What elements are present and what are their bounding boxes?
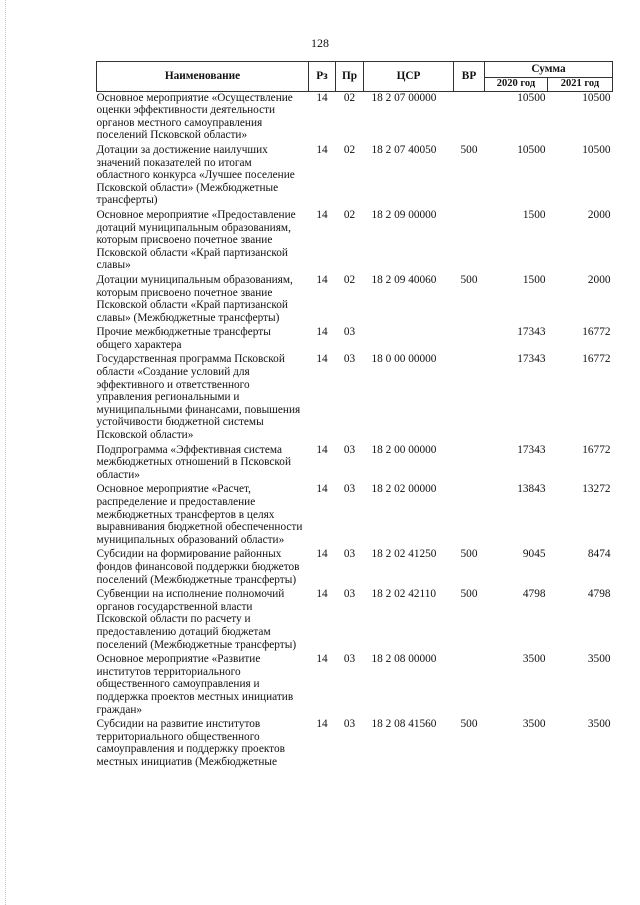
row-amount-2020: 17343: [517, 326, 546, 339]
row-amount-2020: 13843: [517, 483, 546, 496]
row-amount-2021: 2000: [587, 273, 611, 286]
row-rz: 14: [316, 143, 328, 156]
row-name: Подпрограмма «Эффективная система межбюджетных отношений в Псковской области»: [96, 443, 291, 481]
row-amount-2020: 3500: [522, 653, 546, 666]
row-amount-2020: 17343: [517, 443, 546, 456]
row-amount-2021: 16772: [582, 326, 611, 339]
row-rz: 14: [316, 483, 328, 496]
table-row: [97, 353, 613, 443]
row-amount-2021: 10500: [582, 143, 611, 156]
header-year-2021: 2021 год: [548, 78, 613, 92]
row-pr: 03: [343, 718, 356, 731]
row-vr: 500: [460, 548, 478, 561]
row-vr: [454, 483, 485, 548]
table-row: [97, 653, 613, 718]
row-amount-2021: 8474: [587, 548, 611, 561]
row-vr: [454, 444, 485, 484]
table-row: [97, 444, 613, 484]
row-name: Субсидии на формирование районных фондов финансовой поддержки бюджетов поселений (Межбюджетные трансферты): [96, 548, 300, 586]
header-name: Наименование: [97, 62, 309, 92]
row-pr: 03: [343, 653, 356, 666]
row-vr: [454, 326, 485, 353]
table-row: [97, 209, 613, 274]
header-rz: Рз: [309, 62, 336, 92]
row-name: Дотации за достижение наилучших значений показателей по итогам областного конкурса «Лучшее поселение Псковской области» (Межбюджетные трансферты): [96, 143, 295, 207]
row-amount-2021: 16772: [582, 443, 611, 456]
row-csr: 18 2 00 00000: [371, 443, 437, 456]
row-rz: 14: [316, 653, 328, 666]
header-vr: ВР: [454, 62, 485, 92]
row-csr: 18 2 07 40050: [371, 143, 437, 156]
row-csr: [364, 326, 454, 353]
scan-edge: [5, 0, 7, 905]
row-amount-2020: 1500: [522, 273, 546, 286]
row-pr: 02: [343, 143, 356, 156]
row-rz: 14: [316, 273, 328, 286]
row-csr: 18 2 07 00000: [371, 91, 437, 104]
row-name: Основное мероприятие «Развитие институтов территориального общественного самоуправления и поддержка проектов местных инициатив граждан»: [96, 653, 294, 716]
row-name: Дотации муниципальным образованиям, которым присвоено почетное звание Псковской области «Край партизанской славы» (Межбюджетные трансферты): [96, 273, 293, 324]
row-vr: 500: [460, 588, 478, 601]
row-amount-2020: 17343: [517, 353, 546, 366]
row-vr: [454, 209, 485, 274]
row-pr: 03: [343, 353, 356, 366]
row-name: Прочие межбюджетные трансферты общего характера: [96, 326, 271, 351]
row-amount-2020: 3500: [522, 718, 546, 731]
header-csr: ЦСР: [364, 62, 454, 92]
table-row: [97, 274, 613, 326]
row-csr: 18 2 09 40060: [371, 273, 437, 286]
row-vr: 500: [460, 273, 478, 286]
row-rz: 14: [316, 91, 328, 104]
header-sum: Сумма: [485, 62, 613, 78]
row-amount-2021: 2000: [587, 208, 611, 221]
row-amount-2021: 3500: [587, 653, 611, 666]
row-amount-2021: 3500: [587, 718, 611, 731]
row-pr: 02: [343, 273, 356, 286]
table-row: [97, 326, 613, 353]
row-amount-2020: 4798: [522, 588, 546, 601]
table-row: [97, 548, 613, 588]
row-pr: 02: [343, 208, 356, 221]
row-csr: 18 2 08 41560: [371, 718, 437, 731]
table-row: [97, 144, 613, 209]
row-csr: 18 0 00 00000: [371, 353, 437, 366]
row-amount-2020: 10500: [517, 143, 546, 156]
row-csr: 18 2 08 00000: [371, 653, 437, 666]
row-csr: 18 2 09 00000: [371, 208, 437, 221]
row-pr: 03: [343, 326, 356, 339]
row-name: Государственная программа Псковской области «Создание условий для эффективного и ответственного управления региональными и муниципальными финансами, повышения устойчивости бюджетной системы Псковской области»: [96, 353, 301, 442]
table-row: [97, 588, 613, 653]
row-rz: 14: [316, 718, 328, 731]
page-number: 128: [311, 36, 329, 50]
row-rz: 14: [316, 443, 328, 456]
row-pr: 03: [343, 483, 356, 496]
row-vr: 500: [460, 718, 478, 731]
row-amount-2021: 16772: [582, 353, 611, 366]
row-vr: [454, 91, 485, 144]
table-row: [97, 91, 613, 144]
row-name: Субсидии на развитие институтов территориального общественного самоуправления и поддержку проектов местных инициатив (Межбюджетные: [96, 718, 285, 768]
row-amount-2020: 10500: [517, 91, 546, 104]
row-vr: [454, 653, 485, 718]
row-pr: 03: [343, 588, 356, 601]
row-name: Субвенции на исполнение полномочий органов государственной власти Псковской области по расчету и предоставлению дотаций бюджетам поселений (Межбюджетные трансферты): [96, 588, 297, 651]
row-rz: 14: [316, 208, 328, 221]
row-amount-2021: 13272: [582, 483, 611, 496]
table-row: [97, 718, 613, 770]
row-amount-2020: 1500: [522, 208, 546, 221]
row-name: Основное мероприятие «Осуществление оценки эффективности деятельности органов местного самоуправления поселений Псковской области»: [96, 91, 293, 142]
row-amount-2020: 9045: [522, 548, 546, 561]
table-row: [97, 483, 613, 548]
row-rz: 14: [316, 548, 328, 561]
row-name: Основное мероприятие «Расчет, распределение и предоставление межбюджетных трансфертов в целях выравнивания бюджетной обеспеченности муниципальных образований области»: [96, 483, 303, 546]
row-csr: 18 2 02 41250: [371, 548, 437, 561]
header-pr: Пр: [336, 62, 364, 92]
row-pr: 03: [343, 548, 356, 561]
row-amount-2021: 10500: [582, 91, 611, 104]
row-csr: 18 2 02 00000: [371, 483, 437, 496]
budget-table: [96, 61, 613, 770]
row-csr: 18 2 02 42110: [371, 588, 437, 601]
row-name: Основное мероприятие «Предоставление дотаций муниципальным образованиям, которым присвоено почетное звание Псковской области «Край партизанской славы»: [96, 208, 296, 272]
row-vr: 500: [460, 143, 478, 156]
row-amount-2021: 4798: [587, 588, 611, 601]
header-year-2020: 2020 год: [485, 78, 548, 92]
row-pr: 03: [343, 443, 356, 456]
row-rz: 14: [316, 353, 328, 366]
row-rz: 14: [316, 326, 328, 339]
row-vr: [454, 353, 485, 443]
row-rz: 14: [316, 588, 328, 601]
row-pr: 02: [343, 91, 356, 104]
